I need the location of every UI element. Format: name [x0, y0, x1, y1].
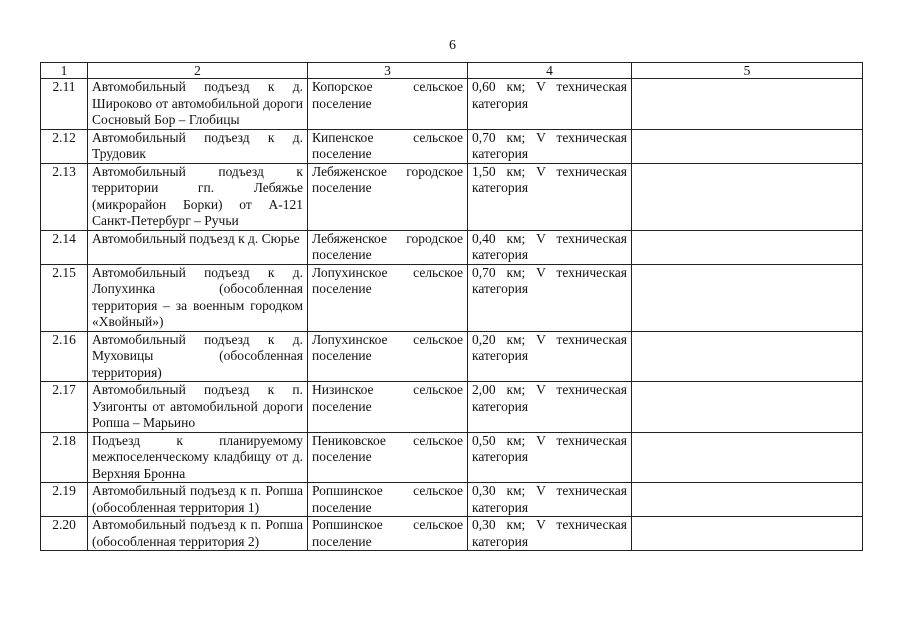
road-name: Автомобильный подъезд к д. Муховицы (обособленная территория)	[88, 331, 308, 382]
header-col-3: 3	[308, 63, 468, 79]
road-name: Автомобильный подъезд к п. Узигонты от автомобильной дороги Ропша – Марьино	[88, 382, 308, 433]
road-characteristics: 2,00 км; V техническая категория	[468, 382, 632, 433]
note-cell	[632, 230, 863, 264]
note-cell	[632, 264, 863, 331]
row-number: 2.18	[41, 432, 88, 483]
table-row	[41, 382, 863, 433]
row-number: 2.11	[41, 79, 88, 130]
road-name: Автомобильный подъезд к д. Трудовик	[88, 129, 308, 163]
row-number: 2.13	[41, 163, 88, 230]
table-row	[41, 483, 863, 517]
table-row	[41, 264, 863, 331]
table-row	[41, 129, 863, 163]
page-number: 6	[449, 38, 456, 53]
road-name: Подъезд к планируемому межпоселенческому кладбищу от д. Верхняя Бронна	[88, 432, 308, 483]
note-cell	[632, 79, 863, 130]
road-characteristics: 0,20 км; V техническая категория	[468, 331, 632, 382]
road-name: Автомобильный подъезд к п. Ропша (обособленная территория 2)	[88, 517, 308, 551]
table-header-row	[41, 63, 863, 79]
note-cell	[632, 382, 863, 433]
note-cell	[632, 163, 863, 230]
settlement-name: Копорское сельское поселение	[308, 79, 468, 130]
road-characteristics: 0,50 км; V техническая категория	[468, 432, 632, 483]
header-col-1: 1	[41, 63, 88, 79]
row-number: 2.14	[41, 230, 88, 264]
table-row	[41, 163, 863, 230]
row-number: 2.19	[41, 483, 88, 517]
road-characteristics: 0,30 км; V техническая категория	[468, 483, 632, 517]
settlement-name: Ропшинское сельское поселение	[308, 517, 468, 551]
road-characteristics: 0,70 км; V техническая категория	[468, 129, 632, 163]
road-characteristics: 0,70 км; V техническая категория	[468, 264, 632, 331]
row-number: 2.12	[41, 129, 88, 163]
header-col-4: 4	[468, 63, 632, 79]
settlement-name: Пениковское сельское поселение	[308, 432, 468, 483]
note-cell	[632, 129, 863, 163]
road-characteristics: 0,40 км; V техническая категория	[468, 230, 632, 264]
road-characteristics: 0,30 км; V техническая категория	[468, 517, 632, 551]
note-cell	[632, 432, 863, 483]
table-body	[41, 79, 863, 551]
road-name: Автомобильный подъезд к д. Лопухинка (обособленная территория – за военным городком «Хвойный»)	[88, 264, 308, 331]
settlement-name: Лопухинское сельское поселение	[308, 331, 468, 382]
row-number: 2.20	[41, 517, 88, 551]
row-number: 2.17	[41, 382, 88, 433]
road-name: Автомобильный подъезд к территории гп. Лебяжье (микрорайон Борки) от А-121 Санкт-Петербург – Ручьи	[88, 163, 308, 230]
roads-table	[40, 62, 863, 551]
road-name: Автомобильный подъезд к д. Сюрье	[88, 230, 308, 264]
row-number: 2.15	[41, 264, 88, 331]
road-characteristics: 1,50 км; V техническая категория	[468, 163, 632, 230]
settlement-name: Кипенское сельское поселение	[308, 129, 468, 163]
table-row	[41, 331, 863, 382]
settlement-name: Лебяженское городское поселение	[308, 230, 468, 264]
header-col-2: 2	[88, 63, 308, 79]
table-row	[41, 432, 863, 483]
road-name: Автомобильный подъезд к п. Ропша (обособленная территория 1)	[88, 483, 308, 517]
table-row	[41, 79, 863, 130]
row-number: 2.16	[41, 331, 88, 382]
table-row	[41, 230, 863, 264]
settlement-name: Ропшинское сельское поселение	[308, 483, 468, 517]
settlement-name: Лебяженское городское поселение	[308, 163, 468, 230]
road-characteristics: 0,60 км; V техническая категория	[468, 79, 632, 130]
note-cell	[632, 517, 863, 551]
note-cell	[632, 483, 863, 517]
settlement-name: Низинское сельское поселение	[308, 382, 468, 433]
settlement-name: Лопухинское сельское поселение	[308, 264, 468, 331]
table-row	[41, 517, 863, 551]
note-cell	[632, 331, 863, 382]
header-col-5: 5	[632, 63, 863, 79]
road-name: Автомобильный подъезд к д. Широково от автомобильной дороги Сосновый Бор – Глобицы	[88, 79, 308, 130]
